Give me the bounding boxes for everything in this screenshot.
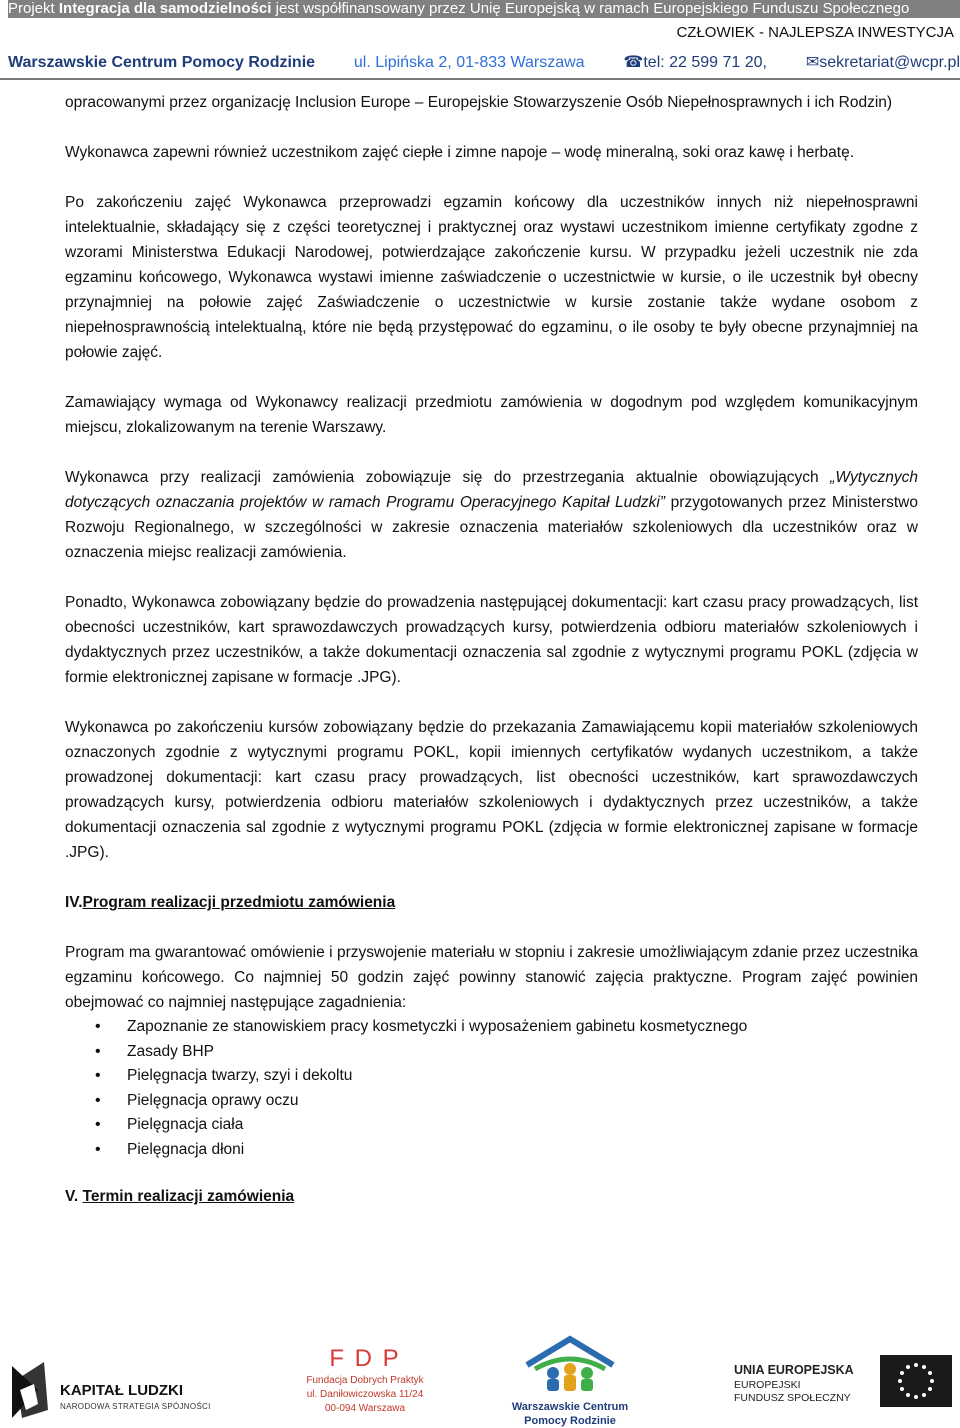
section-heading-v <box>65 1184 918 1209</box>
fdp-letters: F D P <box>329 1345 401 1372</box>
fdp-logo <box>305 1344 425 1424</box>
organization-name: Warszawskie Centrum Pomocy Rodzinie <box>8 54 316 71</box>
document-body <box>65 90 918 1209</box>
banner-text-post: jest współfinansowany przez Unię Europejską w ramach Europejskiego Funduszu Społecznego <box>271 0 910 17</box>
list-item: • Pielęgnacja ciała <box>65 1113 918 1138</box>
page-header <box>0 0 960 80</box>
kapital-ludzki-logo <box>8 1360 218 1422</box>
section-number: V. <box>65 1188 83 1205</box>
phone-block <box>623 54 767 72</box>
list-item: • Zapoznanie ze stanowiskiem pracy kosmetyczki i wyposażeniem gabinetu kosmetycznego <box>65 1015 918 1040</box>
email-address[interactable]: sekretariat@wcpr.pl <box>819 54 960 71</box>
phone-icon: ☎ <box>623 54 644 71</box>
phone-number: tel: 22 599 71 20, <box>643 54 767 71</box>
list-item: • Pielęgnacja dłoni <box>65 1138 918 1163</box>
paragraph: opracowanymi przez organizację Inclusion Europe – Europejskie Stowarzyszenie Osób Niepełnosprawnych i ich Rodzin) <box>65 94 893 111</box>
eu-fund-line1: EUROPEJSKI <box>734 1379 801 1391</box>
header-divider <box>0 78 960 80</box>
project-banner <box>8 0 960 18</box>
banner-text-pre: Projekt <box>8 0 59 17</box>
wcpr-logo <box>495 1335 645 1425</box>
section-heading-iv <box>65 890 918 915</box>
paragraph-text: przygotowanych przez Ministerstwo Rozwoju Regionalnego, w szczególności w zakresie oznaczenia materiałów szkoleniowych dla uczestników oraz w oznaczenia miejsc realizacji zamówienia. <box>65 494 918 561</box>
kl-subtitle: NARODOWA STRATEGIA SPÓJNOŚCI <box>60 1402 211 1411</box>
wcpr-name-line2: Pomocy Rodzinie <box>524 1415 616 1427</box>
paragraph: Ponadto, Wykonawca zobowiązany będzie do prowadzenia następującej dokumentacji: kart czasu pracy prowadzących, list obecności uczestników, kart sprawozdawczych prowadzących kursy, potwierdzenia odbioru materiałów szkoleniowych i dydaktycznych przez uczestników, a także dokumentacji oznaczenia sal zgodnie z wytycznymi programu POKL (zdjęcia w formie elektronicznej zapisane w formacje .JPG). <box>65 594 918 686</box>
topics-list <box>65 1015 918 1162</box>
eu-fund-line2: FUNDUSZ SPOŁECZNY <box>734 1392 851 1404</box>
paragraph: Po zakończeniu zajęć Wykonawca przeprowadzi egzamin końcowy dla uczestników innych niż niepełnosprawni intelektualnie, składający się z części teoretycznej i praktycznej oraz wystawi uczestnikom imienne certyfikaty zgodne z wzorami Ministerstwa Edukacji Narodowej, potwierdzające zakończenie kursu. W przypadku jeżeli uczestnik nie zda egzaminu końcowego, Wykonawca wystawi imienne zaświadczenie o uczestnictwie w kursie, o ile uczestnik był obecny przynajmniej na połowie zajęć Zaświadczenie o uczestnictwie w kursie zostanie także wydane osobom z niepełnosprawnością intelektualną, które nie będą przystępować do egzaminu, o ile osoby te były obecne przynajmniej na połowie zajęć. <box>65 194 918 361</box>
paragraph: Zamawiający wymaga od Wykonawcy realizacji przedmiotu zamówienia w dogodnym pod względem komunikacyjnym miejscu, zlokalizowanym na terenie Warszawy. <box>65 394 918 436</box>
fdp-city: 00-094 Warszawa <box>324 1403 406 1414</box>
banner-project-name: Integracja dla samodzielności <box>58 0 272 17</box>
list-item: • Zasady BHP <box>65 1040 918 1065</box>
slogan: CZŁOWIEK - NAJLEPSZA INWESTYCJA <box>676 24 954 41</box>
fdp-address: ul. Daniłowiczowska 11/24 <box>306 1389 424 1400</box>
paragraph: Wykonawca zapewni również uczestnikom zajęć ciepłe i zimne napoje – wodę mineralną, soki oraz kawę i herbatę. <box>65 144 855 161</box>
guidelines-title: „Wytycznych dotyczących oznaczania projektów w ramach Programu Operacyjnego Kapitał Ludzki” <box>65 469 918 511</box>
section-title: Program realizacji przedmiotu zamówienia <box>82 894 396 911</box>
list-item: • Pielęgnacja oprawy oczu <box>65 1089 918 1114</box>
eu-title: UNIA EUROPEJSKA <box>734 1363 854 1377</box>
kl-title: KAPITAŁ LUDZKI <box>60 1382 184 1399</box>
address: ul. Lipińska 2, 01-833 Warszawa <box>353 54 585 71</box>
eu-logo <box>728 1355 956 1425</box>
paragraph: Wykonawca po zakończeniu kursów zobowiązany będzie do przekazania Zamawiającemu kopii materiałów szkoleniowych oznaczonych zgodnie z wytycznymi programu POKL, kopii imiennych certyfikatów wydanych uczestnikom, a także prowadzonej dokumentacji: kart czasu pracy prowadzących, list obecności uczestników, kart sprawozdawczych prowadzących kursy, potwierdzenia odbioru materiałów szkoleniowych i dydaktycznych przez uczestników, a także dokumentacji oznaczenia sal zgodnie z wytycznymi programu POKL (zdjęcia w formie elektronicznej zapisane w formacje .JPG). <box>65 719 918 861</box>
paragraph-text: Wykonawca przy realizacji zamówienia zobowiązuje się do przestrzegania aktualnie obowiązujących <box>65 469 831 486</box>
section-title: Termin realizacji zamówienia <box>82 1188 295 1205</box>
wcpr-name-line1: Warszawskie Centrum <box>511 1401 629 1413</box>
email-block[interactable] <box>806 54 960 72</box>
page-footer <box>0 1330 960 1426</box>
email-icon: ✉ <box>805 54 820 71</box>
list-item: • Pielęgnacja twarzy, szyi i dekoltu <box>65 1064 918 1089</box>
contact-line <box>8 54 960 72</box>
paragraph: Program ma gwarantować omówienie i przyswojenie materiału w stopniu i zakresie umożliwiającym zdanie przez uczestnika egzaminu końcowego. Co najmniej 50 godzin zajęć powinny stanowić zajęcia praktyczne. Program zajęć powinien obejmować co najmniej następujące zagadnienia: <box>65 944 918 1011</box>
eu-flag-icon <box>880 1355 952 1407</box>
wcpr-house-icon <box>515 1335 625 1395</box>
fdp-name: Fundacja Dobrych Praktyk <box>306 1375 424 1386</box>
section-number: IV. <box>65 894 83 911</box>
paragraph <box>65 465 918 565</box>
